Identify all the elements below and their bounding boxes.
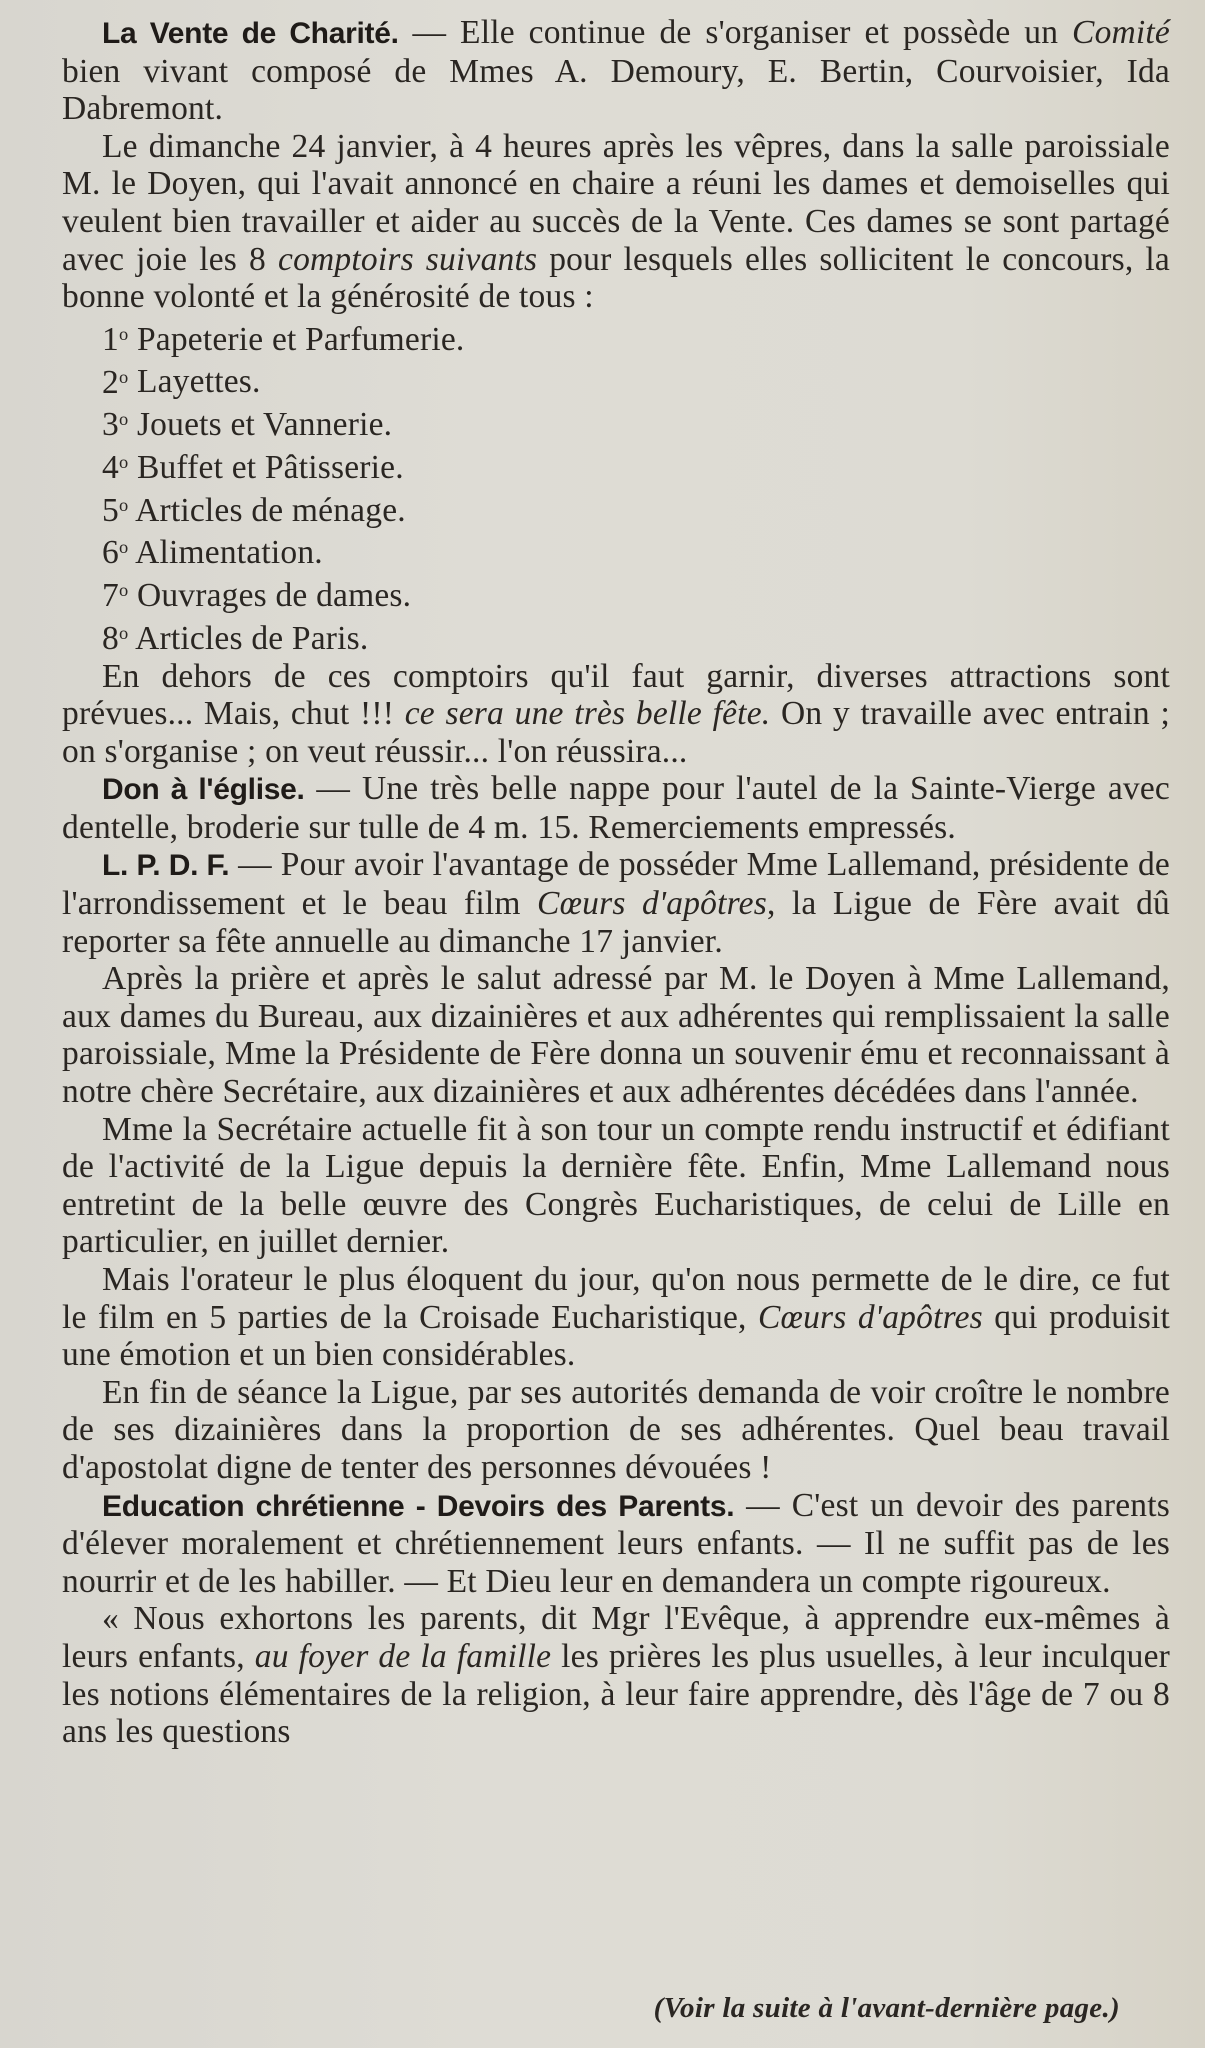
bulletin-page [62, 14, 1170, 1751]
section-heading: Don à l'église. [102, 773, 305, 807]
list-item: 2$^o$ Layettes. [102, 363, 261, 401]
paragraph: Mais l'orateur le plus éloquent du jour, qu'on nous permette de le dire, ce fut le film en 5 parties de la Croisade Eucharistique, Cœurs d'apôtres qui produisit une émotion et un bien considérables. [62, 1261, 1170, 1374]
paragraph: En dehors de ces comptoirs qu'il faut garnir, diverses attractions sont prévues... Mais, chut !!! ce sera une très belle fête. On y travaille avec entrain ; on s'organise ; on veut réussir... l'on réussira... [62, 657, 1171, 770]
list-item: 8$^o$ Articles de Paris. [102, 619, 369, 657]
paragraph: En fin de séance la Ligue, par ses autorités demanda de voir croître le nombre de ses dizainières dans la proportion de ses adhérentes. Quel beau travail d'apostolat digne de tenter des personnes dévouées ! [62, 1373, 1170, 1486]
list-item: 1$^o$ Papeterie et Parfumerie. [102, 320, 465, 358]
comptoirs-list [62, 316, 1170, 658]
section-lpdf [62, 846, 1170, 1486]
list-item: 4$^o$ Buffet et Pâtisserie. [102, 449, 404, 487]
paragraph: L. P. D. F. — Pour avoir l'avantage de posséder Mme Lallemand, présidente de l'arrondissement et le beau film Cœurs d'apôtres, la Ligue de Fère avait dû reporter sa fête annuelle au dimanche 17 janvier. [62, 846, 1170, 960]
section-education-chretienne [62, 1487, 1170, 1751]
paragraph: Education chrétienne - Devoirs des Parents. — C'est un devoir des parents d'élever moralement et chrétiennement leurs enfants. — Il ne suffit pas de les nourrir et de les habiller. — Et Dieu leur en demandera un compte rigoureux. [62, 1486, 1170, 1600]
section-heading: Education chrétienne - Devoirs des Parents. [102, 1489, 735, 1523]
list-item: 7$^o$ Ouvrages de dames. [102, 577, 412, 615]
section-heading: L. P. D. F. [102, 849, 230, 883]
paragraph: Après la prière et après le salut adressé par M. le Doyen à Mme Lallemand, aux dames du Bureau, aux dizainières et aux adhérentes qui remplissaient la salle paroissiale, Mme la Présidente de Fère donna un souvenir ému et reconnaissant à notre chère Secrétaire, aux dizainières et aux adhérentes décédées dans l'année. [62, 960, 1170, 1111]
paragraph: Mme la Secrétaire actuelle fit à son tour un compte rendu instructif et édifiant de l'activité de la Ligue depuis la dernière fête. Enfin, Mme Lallemand nous entretint de la belle œuvre des Congrès Eucharistiques, de celui de Lille en particulier, en juillet dernier. [62, 1110, 1170, 1261]
section-vente-de-charite [62, 14, 1170, 770]
list-item: 5$^o$ Articles de ménage. [102, 491, 406, 529]
continuation-note: (Voir la suite à l'avant-dernière page.) [653, 1992, 1120, 2024]
paragraph: « Nous exhortons les parents, dit Mgr l'Evêque, à apprendre eux-mêmes à leurs enfants, au foyer de la famille les prières les plus usuelles, à leur inculquer les notions élémentaires de la religion, à leur faire apprendre, dès l'âge de 7 ou 8 ans les questions [62, 1600, 1171, 1751]
list-item: 3$^o$ Jouets et Vannerie. [102, 406, 393, 444]
section-don-a-l-eglise [62, 770, 1170, 846]
paragraph: La Vente de Charité. — Elle continue de s'organiser et possède un Comité bien vivant composé de Mmes A. Demoury, E. Bertin, Courvoisier, Ida Dabremont. [62, 14, 1171, 128]
paragraph: Don à l'église. — Une très belle nappe pour l'autel de la Sainte-Vierge avec dentelle, broderie sur tulle de 4 m. 15. Remerciements empressés. [62, 770, 1170, 846]
paragraph: Le dimanche 24 janvier, à 4 heures après les vêpres, dans la salle paroissiale M. le Doyen, qui l'avait annoncé en chaire a réuni les dames et demoiselles qui veulent bien travailler et aider au succès de la Vente. Ces dames se sont partagé avec joie les 8 comptoirs suivants pour lesquels elles sollicitent le concours, la bonne volonté et la générosité de tous : [62, 127, 1170, 316]
section-heading: La Vente de Charité. [102, 17, 399, 50]
list-item: 6$^o$ Alimentation. [102, 534, 323, 572]
